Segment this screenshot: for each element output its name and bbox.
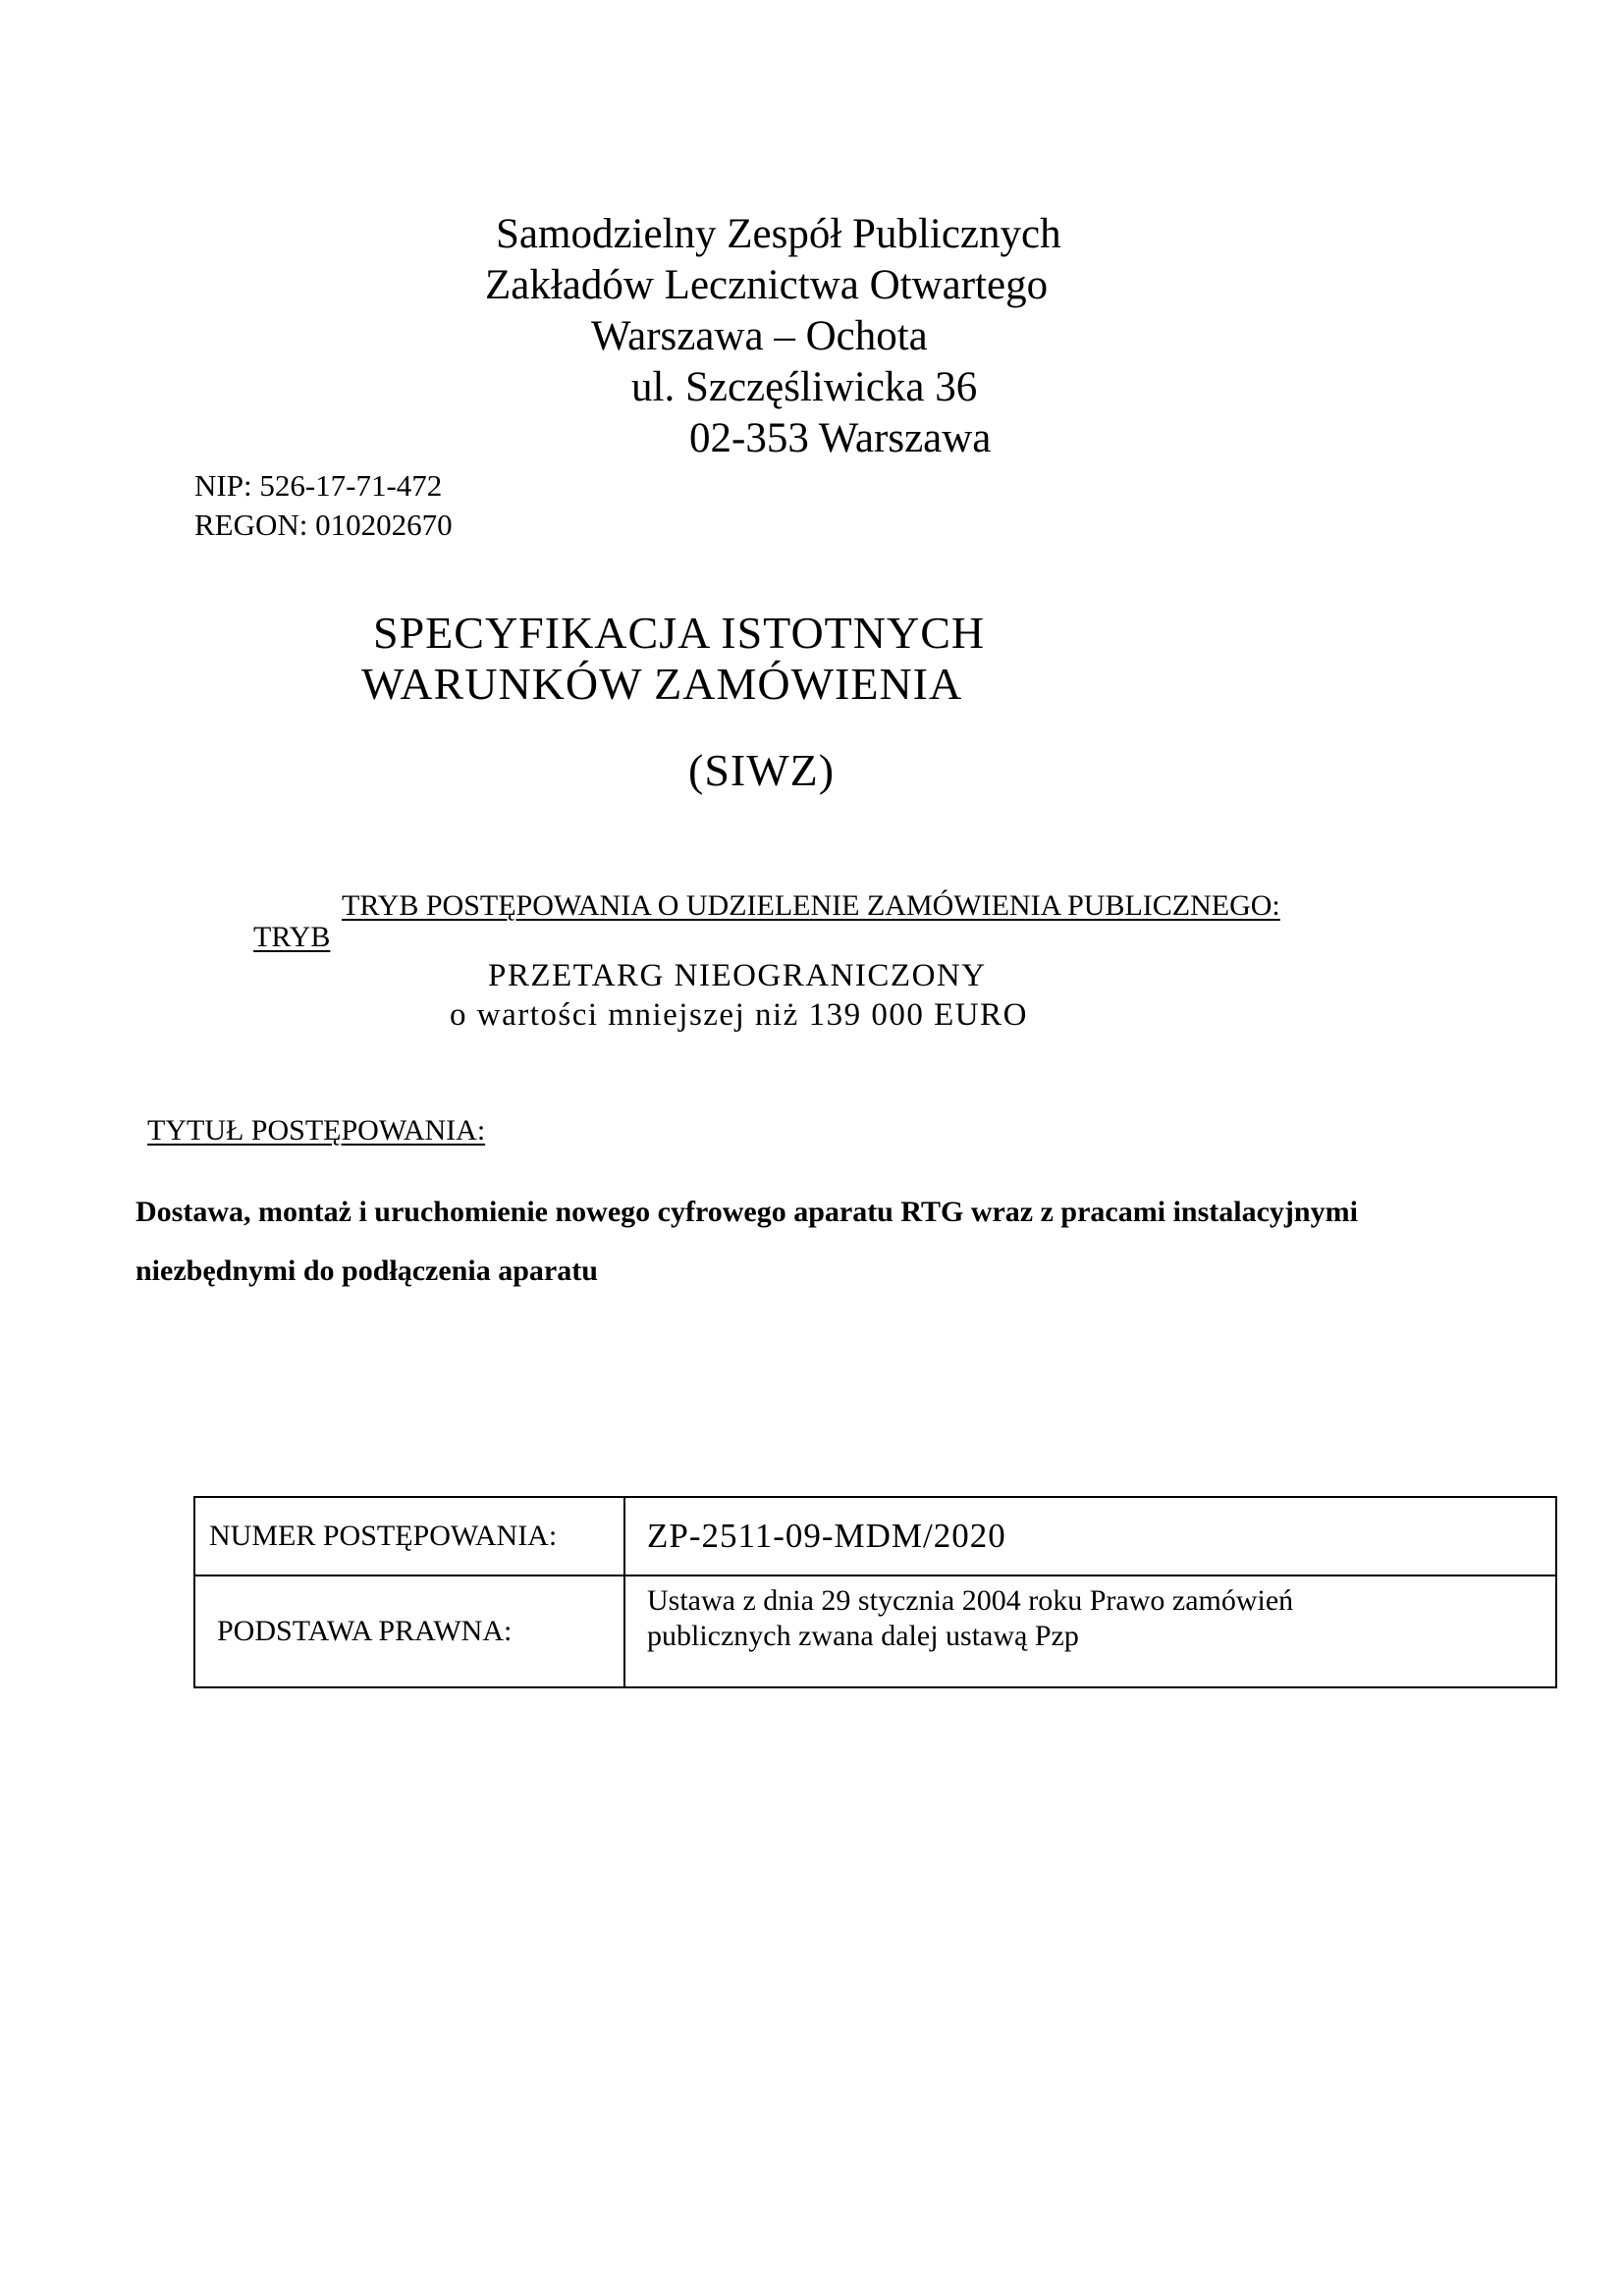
procedure-subject-line1: Dostawa, montaż i uruchomienie nowego cyfrowego aparatu RTG wraz z pracami instalacyjnymi bbox=[135, 1196, 1358, 1228]
legal-basis-value-line1: Ustawa z dnia 29 stycznia 2004 roku Prawo zamówień bbox=[647, 1584, 1294, 1617]
legal-basis-label: PODSTAWA PRAWNA: bbox=[194, 1575, 624, 1687]
table-row-procedure-number bbox=[194, 1497, 1556, 1575]
procedure-mode-stray-label: TRYB bbox=[253, 921, 331, 953]
procedure-mode-heading: TRYB POSTĘPOWANIA O UDZIELENIE ZAMÓWIENIA PUBLICZNEGO: bbox=[342, 889, 1280, 922]
procedure-subject-line2: niezbędnymi do podłączenia aparatu bbox=[135, 1255, 598, 1287]
procedure-threshold: o wartości mniejszej niż 139 000 EURO bbox=[450, 997, 1028, 1033]
institution-name-line1: Samodzielny Zespół Publicznych bbox=[496, 211, 1061, 257]
procedure-number-cell bbox=[624, 1497, 1556, 1575]
procedure-title-heading: TYTUŁ POSTĘPOWANIA: bbox=[147, 1114, 486, 1147]
table-row-legal-basis bbox=[194, 1575, 1556, 1687]
document-title-abbr: (SIWZ) bbox=[688, 745, 836, 795]
institution-district: Warszawa – Ochota bbox=[591, 313, 928, 359]
nip-number: NIP: 526-17-71-472 bbox=[194, 468, 443, 503]
document-title-line1: SPECYFIKACJA ISTOTNYCH bbox=[373, 608, 986, 658]
institution-postal: 02-353 Warszawa bbox=[689, 415, 992, 461]
legal-basis-cell bbox=[624, 1575, 1556, 1687]
document-title-line2: WARUNKÓW ZAMÓWIENIA bbox=[361, 659, 963, 709]
institution-name-line2: Zakładów Lecznictwa Otwartego bbox=[485, 262, 1049, 308]
procedure-meta-table bbox=[193, 1496, 1557, 1688]
procedure-number-label: NUMER POSTĘPOWANIA: bbox=[194, 1497, 624, 1575]
procedure-type: PRZETARG NIEOGRANICZONY bbox=[488, 958, 987, 993]
institution-street: ul. Szczęśliwicka 36 bbox=[631, 364, 978, 410]
regon-number: REGON: 010202670 bbox=[194, 507, 453, 542]
procedure-number-value: ZP-2511-09-MDM/2020 bbox=[647, 1517, 1006, 1555]
legal-basis-value-line2: publicznych zwana dalej ustawą Pzp bbox=[647, 1620, 1079, 1652]
